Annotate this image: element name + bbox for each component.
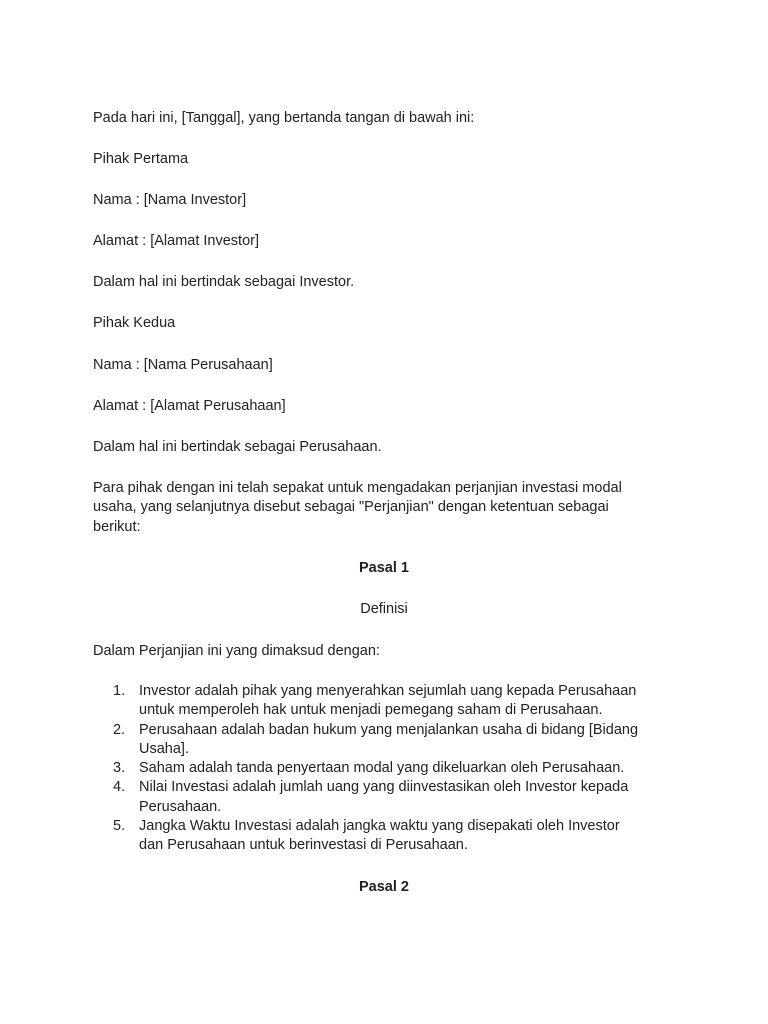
list-item-line-2: dan Perusahaan untuk berinvestasi di Perusahaan. xyxy=(139,837,468,854)
kesepakatan-line-3: berikut: xyxy=(93,519,141,535)
pasal-2-title: Pasal 2 xyxy=(359,879,409,895)
pihak-pertama-nama: Nama : [Nama Investor] xyxy=(93,192,247,208)
pihak-pertama-alamat: Alamat : [Alamat Investor] xyxy=(93,233,260,249)
list-item xyxy=(93,759,693,778)
list-item-number: 4. xyxy=(113,779,126,796)
list-item-number: 1. xyxy=(113,683,126,699)
kesepakatan-line-1: Para pihak dengan ini telah sepakat untuk mengadakan perjanjian investasi modal xyxy=(93,480,622,496)
pasal-1-subtitle: Definisi xyxy=(360,601,408,617)
list-item xyxy=(93,778,693,817)
list-item-line-1: Perusahaan adalah badan hukum yang menjalankan usaha di bidang [Bidang xyxy=(139,721,639,738)
list-item-number: 2. xyxy=(113,721,126,738)
list-item-line-2: Perusahaan. xyxy=(139,798,222,815)
list-item-line-1: Nilai Investasi adalah jumlah uang yang diinvestasikan oleh Investor kepada xyxy=(139,779,629,796)
intro-text: Pada hari ini, [Tanggal], yang bertanda tangan di bawah ini: xyxy=(93,110,475,126)
pihak-pertama-heading: Pihak Pertama xyxy=(93,151,189,167)
list-item-line-1: Jangka Waktu Investasi adalah jangka waktu yang disepakati oleh Investor xyxy=(139,818,620,835)
list-item-number: 3. xyxy=(113,760,126,777)
kesepakatan-line-2: usaha, yang selanjutnya disebut sebagai "Perjanjian" dengan ketentuan sebagai xyxy=(93,499,609,515)
pihak-kedua-nama: Nama : [Nama Perusahaan] xyxy=(93,357,273,373)
pihak-pertama-peran: Dalam hal ini bertindak sebagai Investor. xyxy=(93,274,355,290)
pasal-1-lead: Dalam Perjanjian ini yang dimaksud dengan: xyxy=(93,643,380,659)
list-item xyxy=(93,682,693,721)
list-item-line-1: Investor adalah pihak yang menyerahkan sejumlah uang kepada Perusahaan xyxy=(139,683,637,699)
list-item xyxy=(93,817,693,856)
pihak-kedua-peran: Dalam hal ini bertindak sebagai Perusahaan. xyxy=(93,439,382,455)
pihak-kedua-heading: Pihak Kedua xyxy=(93,315,176,331)
list-item-line-2: untuk memperoleh hak untuk menjadi pemegang saham di Perusahaan. xyxy=(139,702,603,719)
list-item xyxy=(93,721,693,760)
list-item-line-2: Usaha]. xyxy=(139,740,189,757)
list-item-line-1: Saham adalah tanda penyertaan modal yang dikeluarkan oleh Perusahaan. xyxy=(139,760,625,777)
list-item-number: 5. xyxy=(113,818,126,835)
pasal-1-title: Pasal 1 xyxy=(359,560,409,576)
definition-list xyxy=(93,682,693,856)
pihak-kedua-alamat: Alamat : [Alamat Perusahaan] xyxy=(93,398,286,414)
